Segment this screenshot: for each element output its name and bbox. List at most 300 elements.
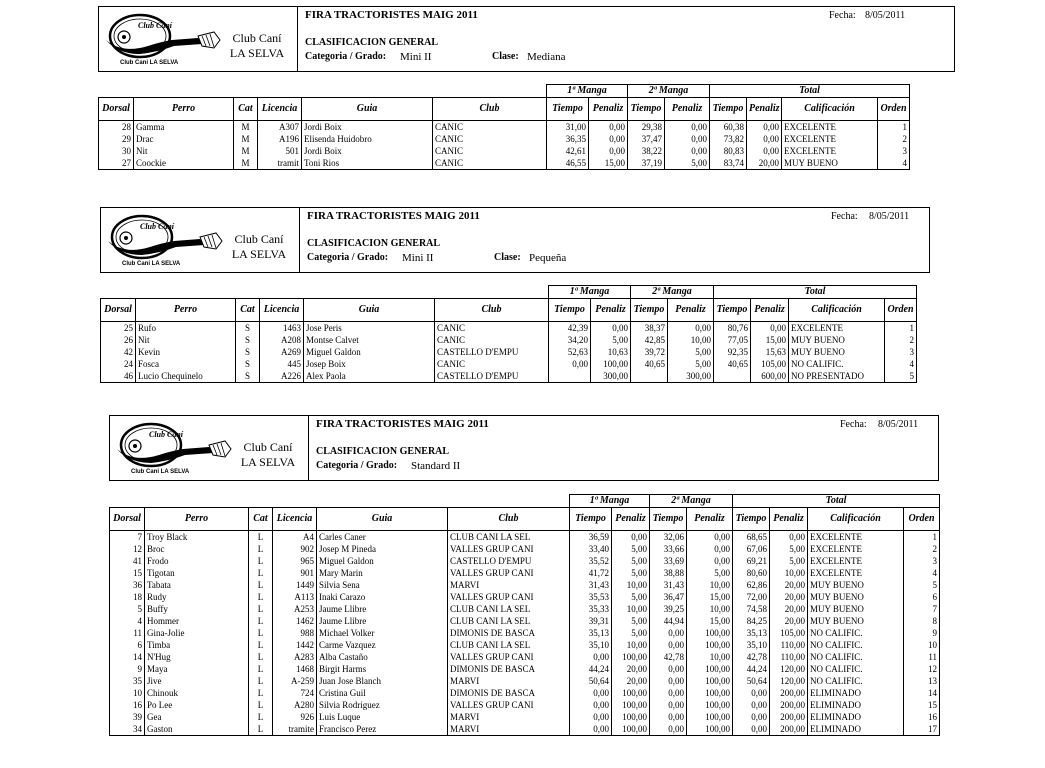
table-cell: Alba Castaño [317,651,448,663]
table-cell: 10,00 [770,567,808,579]
table-cell: 4 [885,358,917,370]
table-cell: 0,00 [589,145,628,157]
table-cell: 110,00 [770,639,808,651]
report-subtitle: CLASIFICACION GENERAL [307,238,441,249]
table-cell: M [234,133,258,145]
table-cell: A208 [260,334,304,346]
table-row [110,531,940,544]
table-cell: A280 [273,699,317,711]
table-cell: S [236,358,260,370]
table-cell: Francisco Perez [317,723,448,736]
table-cell: 0,00 [770,531,808,544]
table-cell: 4 [904,567,940,579]
table-cell: Maya [145,663,249,675]
table-cell: 20,00 [770,591,808,603]
table-row [110,567,940,579]
table-cell: 1 [885,322,917,335]
table-cell: Coockie [134,157,234,170]
table-cell: 35,53 [570,591,612,603]
table-cell: L [249,603,273,615]
category-label: Categoria / Grado: [316,460,398,471]
table-cell: MUY BUENO [789,334,885,346]
table-cell: 10,00 [687,579,733,591]
table-cell: L [249,543,273,555]
report-header [109,415,939,481]
column-header: Club [448,508,570,531]
class-value: Pequeña [529,252,567,264]
table-cell: L [249,531,273,544]
club-name-line2: LA SELVA [240,455,296,469]
table-cell: Carme Vazquez [317,639,448,651]
table-cell: 100,00 [687,687,733,699]
table-cell: NO CALIFIC. [808,675,904,687]
table-cell: Po Lee [145,699,249,711]
table-cell: 39 [110,711,145,723]
table-cell: 25 [101,322,136,335]
table-cell: 14 [110,651,145,663]
table-cell: 5,00 [612,627,650,639]
table-cell: 5 [110,603,145,615]
table-cell: 42,78 [650,651,687,663]
table-cell: 84,25 [733,615,770,627]
column-header-row [101,299,917,322]
table-cell: 33,40 [570,543,612,555]
table-cell: 15,63 [751,346,789,358]
column-header: Cat [234,98,258,121]
logo-caption: Club Cani LA SELVA [120,60,179,66]
column-header: Cat [249,508,273,531]
column-header: Dorsal [99,98,134,121]
table-cell: Frodo [145,555,249,567]
table-cell: 3 [904,555,940,567]
column-header: Tiempo [714,299,751,322]
column-header: Penaliz [591,299,631,322]
table-cell: Hommer [145,615,249,627]
table-cell: 0,00 [733,723,770,736]
table-cell: 4 [878,157,910,170]
table-cell: 20,00 [770,579,808,591]
logo-caption: Club Cani LA SELVA [131,469,190,475]
table-cell: 5,00 [770,543,808,555]
table-cell: 9 [904,627,940,639]
table-cell: 17 [904,723,940,736]
table-cell: DIMONIS DE BASCA [448,627,570,639]
column-header: Tiempo [549,299,591,322]
column-header: Orden [904,508,940,531]
table-cell: 0,00 [650,639,687,651]
table-cell: 1468 [273,663,317,675]
table-cell: 3 [878,145,910,157]
table-cell: 38,88 [650,567,687,579]
svg-text:Club Caní: Club Caní [140,222,175,231]
table-cell: 92,35 [714,346,751,358]
table-cell: 31,00 [547,121,589,134]
table-cell: 100,00 [687,723,733,736]
total-header: Total [710,85,910,98]
table-cell: MARVI [448,675,570,687]
table-cell: 39,25 [650,603,687,615]
column-header: Club [433,98,547,121]
table-cell: 200,00 [770,711,808,723]
category-label: Categoria / Grado: [307,252,389,263]
table-cell: 120,00 [770,663,808,675]
table-cell: 5,00 [612,591,650,603]
table-cell: 38,37 [631,322,668,335]
table-cell: 11 [904,651,940,663]
table-row [110,723,940,736]
results-table [98,84,910,170]
table-cell: 33,66 [650,543,687,555]
table-cell: 200,00 [770,699,808,711]
table-cell: L [249,675,273,687]
table-cell: tramite [273,723,317,736]
table-cell: CLUB CANI LA SEL [448,603,570,615]
table-cell: 13 [904,675,940,687]
table-row [110,543,940,555]
table-cell: 6 [110,639,145,651]
table-cell: CLUB CANI LA SEL [448,639,570,651]
club-name-line1: Club Caní [232,31,282,45]
table-cell: CANIC [433,133,547,145]
table-cell: Josep M Pineda [317,543,448,555]
date-label: Fecha: [831,211,858,222]
table-cell: Montse Calvet [304,334,435,346]
table-cell: 20,00 [747,157,782,170]
table-cell: S [236,334,260,346]
table-cell: 4 [110,615,145,627]
table-cell: Miguel Galdon [304,346,435,358]
table-cell: 35,33 [570,603,612,615]
table-cell: 10,00 [668,334,714,346]
table-cell: 15,00 [751,334,789,346]
table-cell: 0,00 [650,675,687,687]
table-cell: 200,00 [770,723,808,736]
table-cell: EXCELENTE [782,145,878,157]
table-cell: 300,00 [591,370,631,383]
total-header: Total [714,286,917,299]
table-cell: 36,47 [650,591,687,603]
table-cell: 0,00 [733,687,770,699]
table-cell: M [234,157,258,170]
table-cell: EXCELENTE [782,121,878,134]
table-cell [714,370,751,383]
table-cell: 37,47 [628,133,665,145]
table-cell: 29,38 [628,121,665,134]
table-cell: 50,64 [570,675,612,687]
table-cell: MUY BUENO [808,603,904,615]
table-cell: L [249,663,273,675]
table-cell: CASTELLO D'EMPU [435,370,549,383]
table-cell: 0,00 [570,687,612,699]
column-header: Dorsal [110,508,145,531]
table-cell: 20,00 [770,615,808,627]
table-cell: 5,00 [770,555,808,567]
column-header: Perro [145,508,249,531]
column-header: Penaliz [612,508,650,531]
table-cell: 926 [273,711,317,723]
club-name-line2: LA SELVA [229,46,285,60]
table-cell: 29 [99,133,134,145]
table-cell: Nit [136,334,236,346]
table-cell: 5 [904,579,940,591]
column-header: Tiempo [650,508,687,531]
table-cell: 2 [904,543,940,555]
table-row [110,699,940,711]
table-cell: 200,00 [770,687,808,699]
table-cell: 35,13 [570,627,612,639]
table-cell: L [249,639,273,651]
svg-text:Club Caní: Club Caní [149,430,184,439]
manga2-header: 2ª Manga [628,85,710,98]
table-cell: 42 [101,346,136,358]
column-header: Licencia [260,299,304,322]
event-title: FIRA TRACTORISTES MAIG 2011 [305,9,478,21]
table-cell: 0,00 [665,121,710,134]
table-cell: 0,00 [650,627,687,639]
table-cell: L [249,591,273,603]
group-header-row [110,495,940,508]
club-name-line2: LA SELVA [231,247,287,261]
table-cell: 2 [885,334,917,346]
table-cell: Silvia Rodriguez [317,699,448,711]
table-cell: 0,00 [747,133,782,145]
table-row [110,579,940,591]
class-label: Clase: [494,252,521,263]
table-cell: Broc [145,543,249,555]
table-cell: 39,72 [631,346,668,358]
table-cell: 7 [904,603,940,615]
table-cell: 988 [273,627,317,639]
table-cell: 15,00 [687,615,733,627]
table-cell: A196 [258,133,302,145]
table-cell: L [249,627,273,639]
table-cell: ELIMINADO [808,699,904,711]
table-cell: MUY BUENO [789,346,885,358]
table-cell: 0,00 [751,322,789,335]
table-cell: 100,00 [687,711,733,723]
column-header: Tiempo [631,299,668,322]
table-cell: 32,06 [650,531,687,544]
table-row [110,591,940,603]
column-header: Calificación [808,508,904,531]
table-cell: CASTELLO D'EMPU [435,346,549,358]
table-cell: 37,19 [628,157,665,170]
table-row [99,145,910,157]
table-cell: L [249,567,273,579]
table-cell: 965 [273,555,317,567]
table-cell: 38,22 [628,145,665,157]
table-cell [549,370,591,383]
club-logo [113,419,235,481]
table-cell: NO PRESENTADO [789,370,885,383]
table-cell: A307 [258,121,302,134]
table-cell: CASTELLO D'EMPU [448,555,570,567]
table-cell: MUY BUENO [808,579,904,591]
table-cell: 42,39 [549,322,591,335]
table-row [110,711,940,723]
table-cell: 901 [273,567,317,579]
table-row [110,615,940,627]
table-cell: 31,43 [650,579,687,591]
table-cell: 16 [904,711,940,723]
table-cell: EXCELENTE [808,543,904,555]
table-cell: 16 [110,699,145,711]
table-cell: Jive [145,675,249,687]
table-cell: Kevin [136,346,236,358]
table-cell: EXCELENTE [808,531,904,544]
table-row [110,687,940,699]
date-value: 8/05/2011 [869,211,910,222]
table-cell: 100,00 [612,723,650,736]
table-cell: 34 [110,723,145,736]
table-cell: 14 [904,687,940,699]
table-cell: Gina-Jolie [145,627,249,639]
table-cell: EXCELENTE [782,133,878,145]
table-cell: 0,00 [687,543,733,555]
table-cell: 40,65 [631,358,668,370]
date-label: Fecha: [829,10,856,21]
table-cell: 2 [878,133,910,145]
table-cell: Gaston [145,723,249,736]
table-cell: VALLES GRUP CANI [448,591,570,603]
table-cell: 42,61 [547,145,589,157]
table-cell: 0,00 [650,699,687,711]
table-cell: CANIC [433,121,547,134]
column-header: Tiempo [710,98,747,121]
table-cell: 10,00 [687,603,733,615]
table-cell: VALLES GRUP CANI [448,699,570,711]
table-cell: 5 [885,370,917,383]
column-header: Penaliz [668,299,714,322]
table-cell: Rufo [136,322,236,335]
table-cell: Jaume Llibre [317,615,448,627]
table-cell: Inaki Carazo [317,591,448,603]
table-cell: 1 [878,121,910,134]
column-header: Dorsal [101,299,136,322]
table-cell: Alex Paola [304,370,435,383]
column-header: Calificación [782,98,878,121]
table-cell: 0,00 [668,322,714,335]
table-cell: 44,24 [570,663,612,675]
table-cell: Michael Volker [317,627,448,639]
club-logo [104,211,226,273]
table-cell: Jordi Boix [302,121,433,134]
table-cell: Jose Peris [304,322,435,335]
table-cell: 10,00 [687,651,733,663]
table-cell: 100,00 [612,687,650,699]
table-cell: L [249,555,273,567]
table-cell: CANIC [435,334,549,346]
column-header: Perro [136,299,236,322]
category-value: Mini II [402,252,434,264]
table-cell: 73,82 [710,133,747,145]
table-cell: 35,52 [570,555,612,567]
column-header: Penaliz [751,299,789,322]
table-cell: 501 [258,145,302,157]
table-cell: 100,00 [612,699,650,711]
column-header-row [99,98,910,121]
column-header: Club [435,299,549,322]
club-name-line1: Club Caní [243,440,293,454]
table-cell: 5,00 [668,358,714,370]
table-cell: 72,00 [733,591,770,603]
table-cell: 5,00 [668,346,714,358]
table-cell: 11 [110,627,145,639]
table-cell: Elisenda Huidobro [302,133,433,145]
table-cell: 33,69 [650,555,687,567]
table-cell: Jaume Llibre [317,603,448,615]
table-cell: 600,00 [751,370,789,383]
table-cell: 0,00 [650,663,687,675]
table-cell: M [234,145,258,157]
column-header: Penaliz [665,98,710,121]
table-cell: 9 [110,663,145,675]
table-cell: L [249,699,273,711]
table-cell: Juan Jose Blanch [317,675,448,687]
table-row [101,334,917,346]
table-cell: 44,94 [650,615,687,627]
table-cell: CANIC [433,145,547,157]
table-cell: 0,00 [650,687,687,699]
table-row [110,555,940,567]
column-header: Tiempo [628,98,665,121]
table-cell: NO CALIFIC. [808,639,904,651]
table-cell: EXCELENTE [808,555,904,567]
table-cell: 0,00 [570,699,612,711]
table-cell: 10,00 [612,579,650,591]
table-cell: NO CALIFIC. [808,627,904,639]
table-cell: 20,00 [770,603,808,615]
table-cell: 74,58 [733,603,770,615]
table-cell: MARVI [448,711,570,723]
table-cell: 5,00 [665,157,710,170]
table-cell: CANIC [435,322,549,335]
table-cell: 15,00 [687,591,733,603]
column-header: Tiempo [570,508,612,531]
table-cell: S [236,322,260,335]
table-cell: 26 [101,334,136,346]
table-cell: 0,00 [570,651,612,663]
table-cell: 10 [110,687,145,699]
column-header: Guia [304,299,435,322]
table-cell: Rudy [145,591,249,603]
table-cell: Troy Black [145,531,249,544]
table-cell: 46 [101,370,136,383]
table-cell: 1462 [273,615,317,627]
table-cell: 5,00 [612,567,650,579]
table-cell: ELIMINADO [808,711,904,723]
column-header: Tiempo [733,508,770,531]
table-cell: 0,00 [570,723,612,736]
table-cell: 105,00 [770,627,808,639]
table-cell: MUY BUENO [808,615,904,627]
column-header: Penaliz [589,98,628,121]
table-cell: 100,00 [687,699,733,711]
table-cell: CANIC [435,358,549,370]
table-cell: 35 [110,675,145,687]
table-cell: Tigotan [145,567,249,579]
manga2-header: 2ª Manga [631,286,714,299]
table-cell: 1442 [273,639,317,651]
column-header: Tiempo [547,98,589,121]
table-cell: 36 [110,579,145,591]
table-cell: Luis Luque [317,711,448,723]
results-table [100,285,917,383]
table-cell: MARVI [448,579,570,591]
report-header [100,207,930,273]
column-header: Penaliz [770,508,808,531]
table-cell: 300,00 [668,370,714,383]
